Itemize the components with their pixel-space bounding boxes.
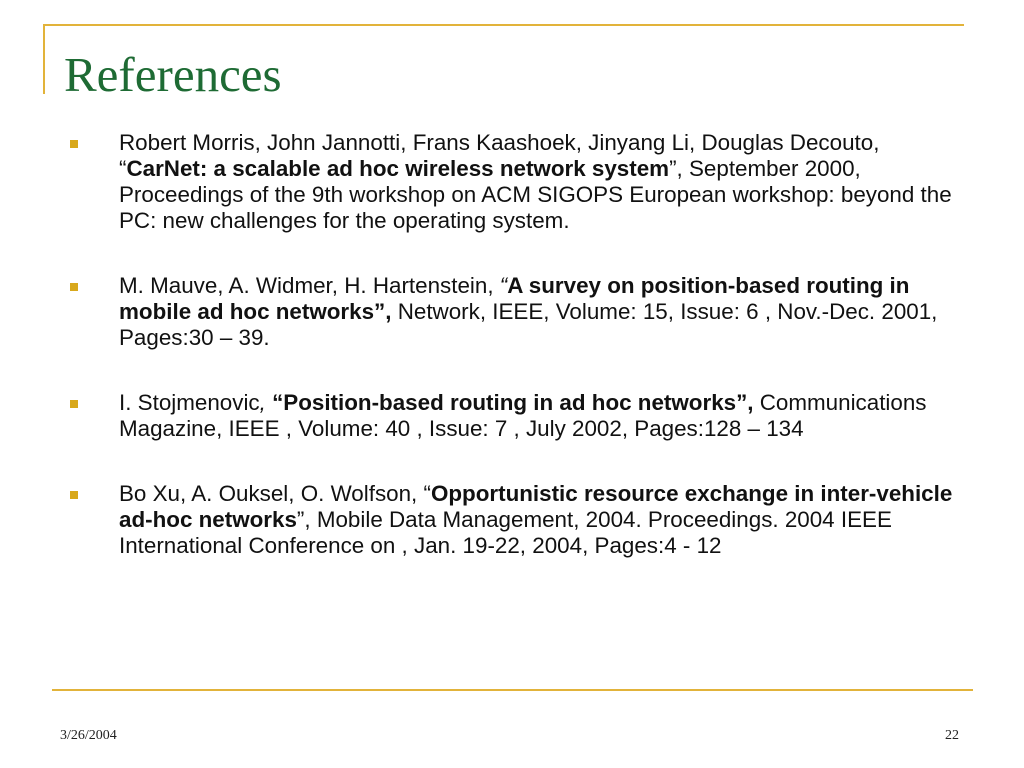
reference-authors: I. Stojmenovic (119, 390, 260, 415)
square-bullet-icon (70, 283, 78, 291)
reference-details: Communications Magazine, IEEE , Volume: 40 , Issue: 7 , July 2002, Pages:128 – 134 (119, 390, 927, 441)
reference-item (64, 390, 964, 442)
reference-title: CarNet: a scalable ad hoc wireless network system (126, 156, 670, 181)
reference-open-quote: “ (119, 156, 127, 181)
footer-date: 3/26/2004 (60, 728, 117, 743)
reference-title: “Position-based routing in ad hoc networks”, (265, 390, 754, 415)
reference-authors: Bo Xu, A. Ouksel, O. Wolfson, (119, 481, 424, 506)
reference-item (64, 130, 964, 234)
top-rule (43, 24, 964, 26)
square-bullet-icon (70, 140, 78, 148)
reference-details: Network, IEEE, Volume: 15, Issue: 6 , Nov.-Dec. 2001, Pages:30 – 39. (119, 299, 938, 350)
reference-list (64, 130, 964, 559)
reference-details: , September 2000, Proceedings of the 9th workshop on ACM SIGOPS European workshop: beyond the PC: new challenges for the operating system. (119, 156, 952, 233)
reference-open-quote: , (259, 390, 266, 415)
reference-title: Opportunistic resource exchange in inter-vehicle ad-hoc networks (119, 481, 953, 532)
reference-close-quote: ” (296, 507, 305, 532)
reference-title: A survey on position-based routing in mobile ad hoc networks”, (119, 273, 910, 324)
reference-open-quote: “ (423, 481, 431, 506)
reference-item (64, 481, 964, 559)
square-bullet-icon (70, 400, 78, 408)
page-number: 22 (945, 728, 959, 743)
reference-open-quote: “ (499, 273, 508, 298)
slide-title: References (64, 47, 282, 102)
reference-authors: Robert Morris, John Jannotti, Frans Kaashoek, Jinyang Li, Douglas Decouto, (119, 130, 880, 155)
reference-close-quote: ” (669, 156, 677, 181)
bottom-rule (52, 689, 973, 691)
left-rule (43, 24, 45, 94)
reference-details: , Mobile Data Management, 2004. Proceedings. 2004 IEEE International Conference on , Jan. 19-22, 2004, Pages:4 - 12 (119, 507, 892, 558)
reference-item (64, 273, 964, 351)
reference-authors: M. Mauve, A. Widmer, H. Hartenstein, (119, 273, 500, 298)
square-bullet-icon (70, 491, 78, 499)
